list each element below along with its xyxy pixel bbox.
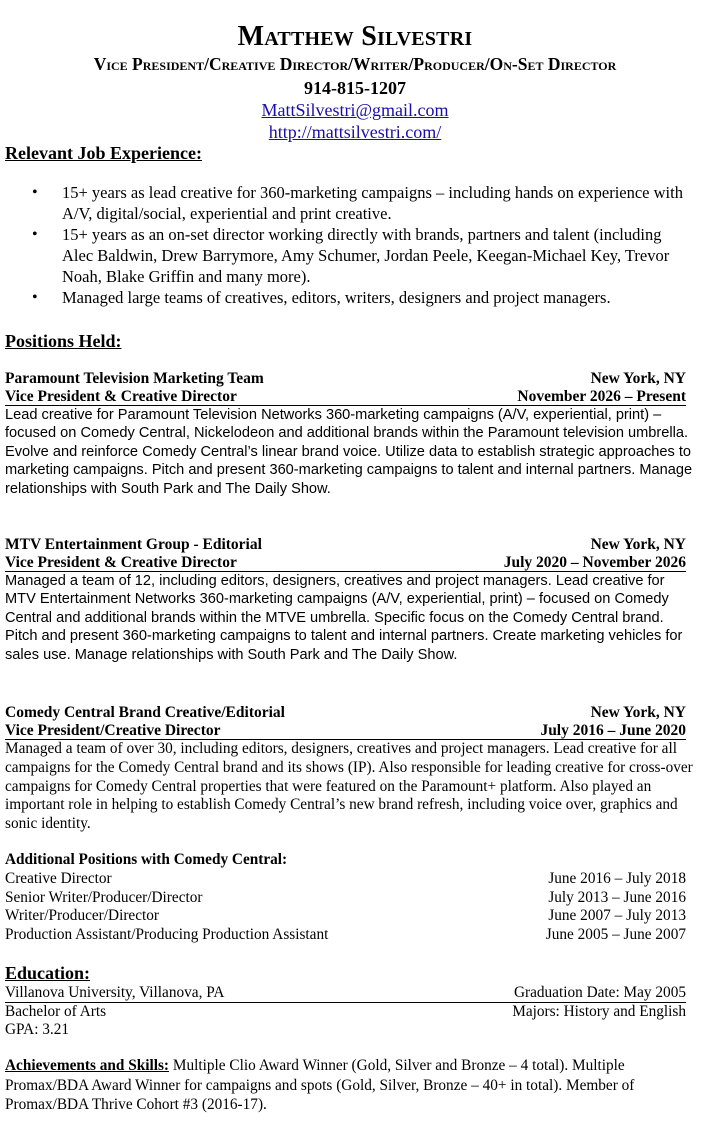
education-gpa: GPA: 3.21 bbox=[5, 1021, 70, 1039]
job-company: Comedy Central Brand Creative/Editorial bbox=[5, 704, 285, 721]
job-title: Vice President & Creative Director bbox=[5, 554, 237, 571]
job-company: MTV Entertainment Group - Editorial bbox=[5, 536, 262, 553]
job-title-row bbox=[5, 388, 686, 406]
job-location: New York, NY bbox=[590, 704, 686, 721]
job-dates: July 2020 – November 2026 bbox=[503, 554, 686, 571]
candidate-name: Matthew Silvestri bbox=[237, 21, 473, 52]
job-location: New York, NY bbox=[590, 536, 686, 553]
achievements-block bbox=[5, 1056, 697, 1115]
additional-role: Senior Writer/Producer/Director bbox=[5, 888, 203, 906]
phone-number: 914-815-1207 bbox=[304, 78, 406, 98]
experience-item bbox=[5, 287, 695, 308]
job-entry-mtv bbox=[5, 536, 686, 664]
job-title-row bbox=[5, 722, 686, 740]
education-school: Villanova University, Villanova, PA bbox=[5, 984, 225, 1001]
additional-dates: June 2007 – July 2013 bbox=[548, 907, 686, 925]
additional-positions bbox=[5, 851, 686, 945]
job-description: Managed a team of over 30, including editors, designers, creatives and project managers. Lead creative for all campaigns for the Comedy Central brand and its shows (IP). Also responsible for leading creative for cross-over campaigns for Comedy Central properties that were featured on the Paramount+ platform. Also played an important role in helping to establish Comedy Central’s new brand refresh, including voice over, graphics and sonic identity. bbox=[5, 740, 693, 833]
education-degree: Bachelor of Arts bbox=[5, 1002, 107, 1020]
additional-positions-heading: Additional Positions with Comedy Central: bbox=[5, 851, 288, 868]
additional-position-row bbox=[5, 870, 686, 889]
job-dates: November 2026 – Present bbox=[517, 388, 686, 405]
experience-heading: Relevant Job Experience: bbox=[5, 143, 202, 163]
additional-role: Creative Director bbox=[5, 869, 112, 887]
additional-dates: July 2013 – June 2016 bbox=[548, 888, 686, 906]
job-company: Paramount Television Marketing Team bbox=[5, 370, 264, 387]
bullet-icon: • bbox=[32, 289, 38, 306]
website-link[interactable]: http://mattsilvestri.com/ bbox=[268, 122, 442, 142]
job-header bbox=[5, 536, 686, 554]
additional-position-row bbox=[5, 926, 686, 945]
job-location: New York, NY bbox=[590, 370, 686, 387]
experience-item bbox=[5, 182, 695, 224]
additional-role: Production Assistant/Producing Production Assistant bbox=[5, 926, 329, 944]
job-entry-comedy-central bbox=[5, 704, 693, 834]
job-entry-paramount bbox=[5, 370, 693, 498]
education-degree-row bbox=[5, 1003, 686, 1022]
job-description: Lead creative for Paramount Television Networks 360-marketing campaigns (A/V, experiential, print) – focused on Comedy Central, Nickelodeon and additional brands within the Paramount television umbrella. Evolve and reinforce Comedy Central’s linear brand voice. Utilize data to establish strategic approaches to marketing campaigns. Pitch and present 360-marketing campaigns to talent and internal partners. Manage relationships with South Park and The Daily Show. bbox=[5, 407, 693, 497]
achievements-text: Multiple Clio Award Winner (Gold, Silver and Bronze – 4 total). Multiple Promax/BDA Award Winner for campaigns and spots (Gold, Silver, Bronze – 40+ in total). Member of Promax/BDA Thrive Cohort #3 (2016-17). bbox=[5, 1057, 635, 1113]
job-header bbox=[5, 704, 686, 722]
email-link[interactable]: MattSilvestri@gmail.com bbox=[261, 100, 449, 120]
candidate-titles: Vice President/Creative Director/Writer/Producer/On-Set Director bbox=[93, 54, 617, 74]
experience-item-text: 15+ years as an on-set director working directly with brands, partners and talent (including Alec Baldwin, Drew Barrymore, Amy Schumer, Jordan Peele, Keegan-Michael Key, Trevor Noah, Blake Griffin and many more). bbox=[62, 225, 670, 286]
job-dates: July 2016 – June 2020 bbox=[540, 722, 686, 739]
experience-list bbox=[5, 182, 695, 308]
additional-dates: June 2016 – July 2018 bbox=[548, 869, 686, 887]
education-majors: Majors: History and English bbox=[512, 1002, 686, 1020]
additional-position-row bbox=[5, 907, 686, 926]
experience-item-text: 15+ years as lead creative for 360-marketing campaigns – including hands on experience with A/V, digital/social, experiential and print creative. bbox=[62, 183, 683, 223]
job-title: Vice President/Creative Director bbox=[5, 722, 221, 739]
achievements-heading: Achievements and Skills: bbox=[5, 1057, 170, 1074]
job-description: Managed a team of 12, including editors, designers, creatives and project managers. Lead creative for MTV Entertainment Networks 360-marketing campaigns (A/V, experiential, print) – focused on Comedy Central and additional brands within the MTVE umbrella. Specific focus on the Comedy Central brand. Pitch and present 360-marketing campaigns to talent and internal partners. Create marketing vehicles for sales use. Manage relationships with South Park and The Daily Show. bbox=[5, 573, 683, 663]
job-title-row bbox=[5, 554, 686, 572]
education-graduation: Graduation Date: May 2005 bbox=[513, 984, 686, 1001]
bullet-icon: • bbox=[32, 226, 38, 243]
education-block bbox=[5, 984, 686, 1040]
additional-position-row bbox=[5, 889, 686, 908]
education-school-row bbox=[5, 984, 686, 1003]
experience-item-text: Managed large teams of creatives, editors, writers, designers and project managers. bbox=[62, 288, 611, 307]
job-title: Vice President & Creative Director bbox=[5, 388, 237, 405]
education-heading: Education: bbox=[5, 963, 91, 983]
positions-heading: Positions Held: bbox=[5, 331, 122, 351]
additional-dates: June 2005 – June 2007 bbox=[545, 926, 686, 944]
job-header bbox=[5, 370, 686, 388]
additional-role: Writer/Producer/Director bbox=[5, 907, 159, 925]
bullet-icon: • bbox=[32, 184, 38, 201]
experience-item bbox=[5, 224, 695, 287]
